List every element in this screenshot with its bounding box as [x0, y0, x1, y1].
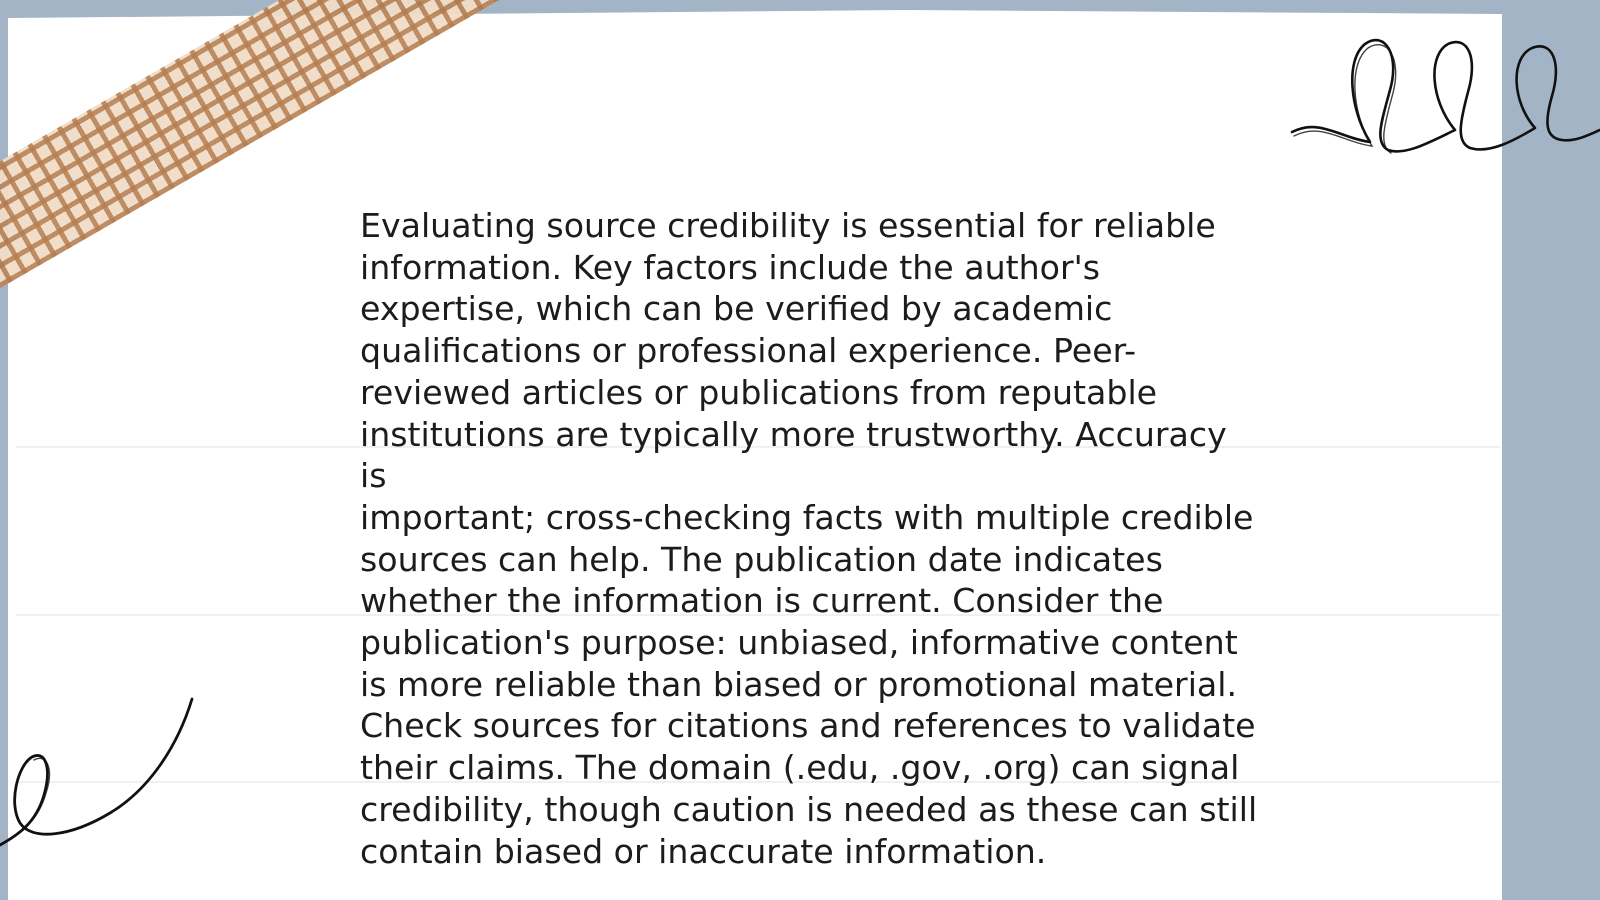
body-paragraph: Evaluating source credibility is essential for reliable information. Key factors include the author's expertise, which can be verified by academic qualifications or professional experience. Peer- reviewed articles or publications from reputable institutions are typically more trustworthy. Accuracy is important; cross-checking facts with multiple credible sources can help. The publication date indicates whether the information is current. Consider the publication's purpose: unbiased, informative content is more reliable than biased or promotional material. Check sources for citations and references to validate their claims. The domain (.edu, .gov, .org) can signal credibility, though caution is needed as these can still contain biased or inaccurate information.: [360, 206, 1258, 871]
